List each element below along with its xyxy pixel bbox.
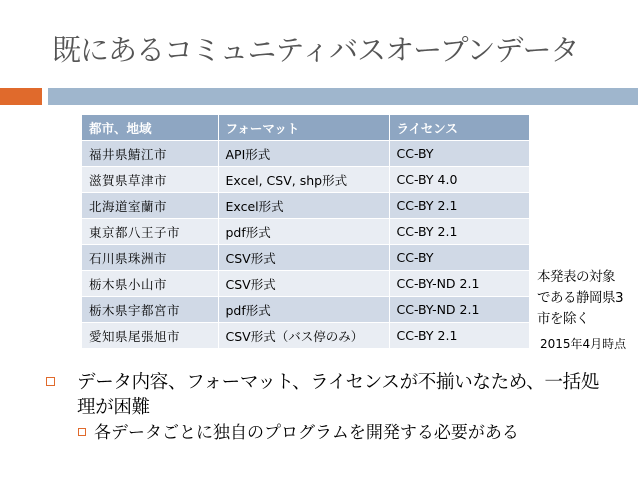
cell-city: 福井県鯖江市 [82,141,218,167]
cell-city: 栃木県宇都宮市 [82,297,218,323]
cell-city: 栃木県小山市 [82,271,218,297]
cell-license: CC-BY [389,141,529,167]
table-row [82,297,529,323]
cell-format: pdf形式 [218,297,389,323]
table-row [82,219,529,245]
cell-format: Excel, CSV, shp形式 [218,167,389,193]
cell-format: pdf形式 [218,219,389,245]
slide-title: 既にあるコミュニティバスオープンデータ [52,33,579,67]
open-data-table [82,115,530,349]
cell-license: CC-BY 4.0 [389,167,529,193]
cell-license: CC-BY-ND 2.1 [389,297,529,323]
square-bullet-icon [78,428,86,436]
as-of-date: 2015年4月時点 [540,337,627,351]
cell-format: CSV形式 [218,271,389,297]
side-note-line: 本発表の対象 [537,269,615,285]
cell-format: CSV形式（バス停のみ） [218,323,389,349]
main-bullet [46,370,606,420]
table-row [82,193,529,219]
header-city: 都市、地域 [82,115,218,141]
cell-city: 北海道室蘭市 [82,193,218,219]
accent-bar-blue [48,88,638,105]
cell-license: CC-BY 2.1 [389,193,529,219]
table-header-row [82,115,529,141]
cell-format: API形式 [218,141,389,167]
table-row [82,323,529,349]
sub-bullet [78,422,598,444]
table-row [82,141,529,167]
cell-license: CC-BY 2.1 [389,219,529,245]
sub-bullet-text: 各データごとに独自のプログラムを開発する必要がある [94,423,519,443]
cell-city: 滋賀県草津市 [82,167,218,193]
table-row [82,245,529,271]
header-license: ライセンス [389,115,529,141]
cell-license: CC-BY 2.1 [389,323,529,349]
side-note-line: である静岡県3 [537,290,624,306]
side-note [537,267,638,330]
cell-format: Excel形式 [218,193,389,219]
header-format: フォーマット [218,115,389,141]
side-note-line: 市を除く [537,311,589,327]
main-bullet-text: データ内容、フォーマット、ライセンスが不揃いなため、一括処理が困難 [77,372,600,418]
square-bullet-icon [46,377,55,386]
cell-format: CSV形式 [218,245,389,271]
cell-city: 愛知県尾張旭市 [82,323,218,349]
cell-city: 石川県珠洲市 [82,245,218,271]
table-row [82,167,529,193]
accent-bar-orange [0,88,42,105]
cell-city: 東京都八王子市 [82,219,218,245]
table-row [82,271,529,297]
cell-license: CC-BY [389,245,529,271]
cell-license: CC-BY-ND 2.1 [389,271,529,297]
